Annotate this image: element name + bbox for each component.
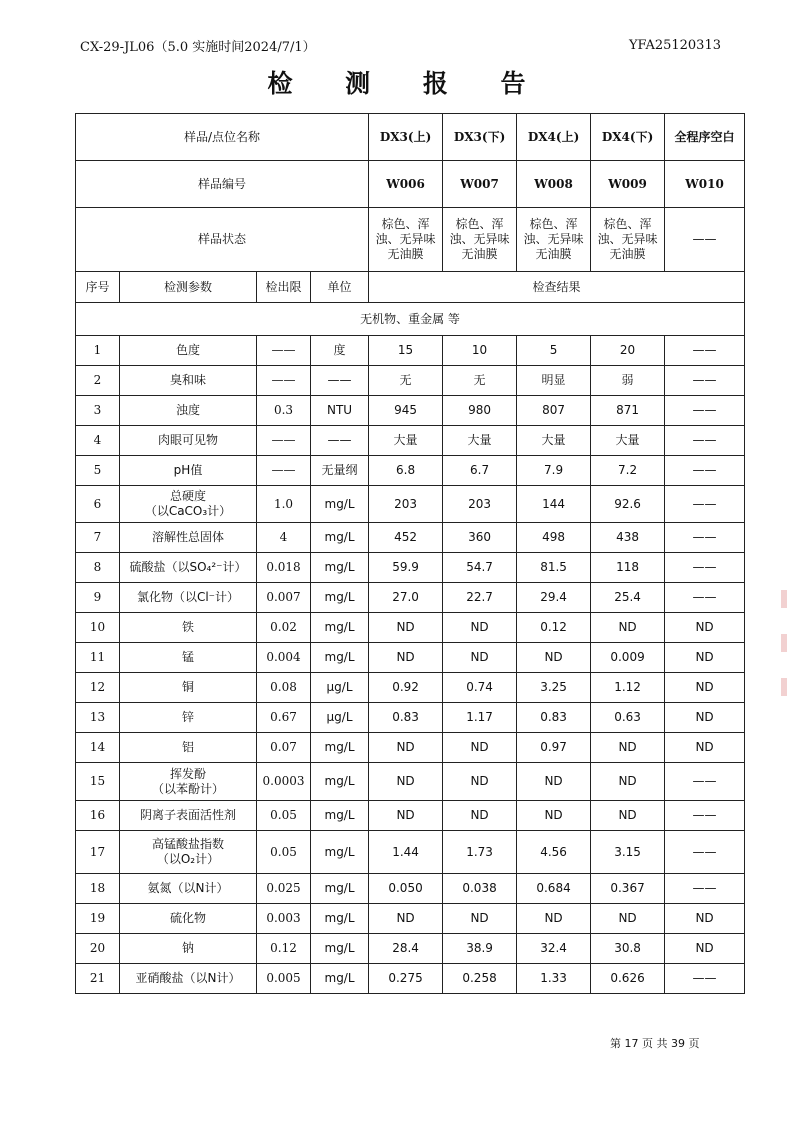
row-number: 13 [76, 703, 120, 733]
param-cell [120, 486, 257, 523]
param-cell [120, 523, 257, 553]
result-cell: 3.25 [517, 673, 591, 703]
table-row [76, 831, 745, 874]
detection-limit: 0.007 [257, 583, 311, 613]
result-cell: —— [665, 456, 745, 486]
col-limit-header: 检出限 [257, 272, 311, 303]
param-name: 总硬度 [169, 489, 206, 503]
unit-cell: mg/L [311, 553, 369, 583]
row-number: 15 [76, 763, 120, 801]
result-cell: —— [665, 583, 745, 613]
sample-name-row [76, 114, 745, 161]
result-cell: ND [443, 763, 517, 801]
param-basis: （以CaCO₃计） [144, 504, 232, 518]
param-cell [120, 643, 257, 673]
result-cell: —— [665, 426, 745, 456]
result-cell: 144 [517, 486, 591, 523]
param-cell [120, 831, 257, 874]
result-cell: 29.4 [517, 583, 591, 613]
param-name: 溶解性总固体 [151, 530, 224, 544]
sample-code-cell: W010 [665, 161, 745, 208]
param-cell [120, 733, 257, 763]
param-cell [120, 613, 257, 643]
row-number: 2 [76, 366, 120, 396]
table-row [76, 643, 745, 673]
detection-limit: 0.12 [257, 934, 311, 964]
result-cell: ND [517, 904, 591, 934]
unit-cell: mg/L [311, 964, 369, 994]
unit-cell: mg/L [311, 486, 369, 523]
result-cell: ND [665, 733, 745, 763]
param-name: 肉眼可见物 [157, 433, 218, 447]
param-name: 铜 [181, 680, 194, 694]
section-title: 无机物、重金属 等 [76, 303, 745, 336]
row-number: 7 [76, 523, 120, 553]
unit-cell: —— [311, 366, 369, 396]
result-cell: ND [591, 613, 665, 643]
col-no-header: 序号 [76, 272, 120, 303]
unit-cell: mg/L [311, 763, 369, 801]
result-cell: 28.4 [369, 934, 443, 964]
result-cell: 3.15 [591, 831, 665, 874]
result-cell: ND [369, 801, 443, 831]
result-cell: 360 [443, 523, 517, 553]
sample-state-cell: —— [665, 208, 745, 272]
param-cell [120, 801, 257, 831]
result-cell: 无 [443, 366, 517, 396]
sample-code-label: 样品编号 [76, 161, 369, 208]
table-row [76, 801, 745, 831]
detection-limit: 0.67 [257, 703, 311, 733]
row-number: 10 [76, 613, 120, 643]
unit-cell: NTU [311, 396, 369, 426]
row-number: 3 [76, 396, 120, 426]
result-cell: ND [369, 613, 443, 643]
param-name: 硫酸盐（以SO₄²⁻计） [129, 560, 247, 574]
detection-limit: —— [257, 336, 311, 366]
result-cell: 0.74 [443, 673, 517, 703]
result-cell: ND [591, 763, 665, 801]
detection-limit: 0.3 [257, 396, 311, 426]
param-cell [120, 763, 257, 801]
result-cell: 0.367 [591, 874, 665, 904]
result-cell: 118 [591, 553, 665, 583]
result-cell: 4.56 [517, 831, 591, 874]
result-cell: 38.9 [443, 934, 517, 964]
row-number: 1 [76, 336, 120, 366]
param-name: 色度 [175, 343, 200, 357]
result-cell: 6.7 [443, 456, 517, 486]
result-cell: 27.0 [369, 583, 443, 613]
result-cell: ND [369, 763, 443, 801]
result-cell: 20 [591, 336, 665, 366]
detection-limit: 0.003 [257, 904, 311, 934]
result-cell: ND [443, 613, 517, 643]
sample-code-cell: W009 [591, 161, 665, 208]
result-cell: 无 [369, 366, 443, 396]
param-basis: （以O₂计） [156, 852, 220, 866]
param-name: 挥发酚 [169, 766, 206, 781]
param-cell [120, 366, 257, 396]
detection-limit: 4 [257, 523, 311, 553]
result-cell: 0.83 [517, 703, 591, 733]
sample-name-cell: DX3(下) [443, 114, 517, 161]
table-row [76, 964, 745, 994]
result-cell: 5 [517, 336, 591, 366]
detection-limit: 0.025 [257, 874, 311, 904]
document-code: CX-29-JL06（5.0 实施时间2024/7/1） [80, 40, 316, 55]
row-number: 5 [76, 456, 120, 486]
unit-cell: mg/L [311, 613, 369, 643]
param-basis: （以苯酚计） [151, 781, 224, 796]
result-cell: ND [665, 613, 745, 643]
param-name: 亚硝酸盐（以N计） [135, 971, 241, 985]
unit-cell: mg/L [311, 934, 369, 964]
unit-cell: 度 [311, 336, 369, 366]
row-number: 19 [76, 904, 120, 934]
param-cell [120, 583, 257, 613]
result-cell: ND [517, 801, 591, 831]
unit-cell: mg/L [311, 733, 369, 763]
unit-cell: mg/L [311, 874, 369, 904]
results-table [75, 113, 745, 994]
result-cell: 871 [591, 396, 665, 426]
row-number: 21 [76, 964, 120, 994]
result-cell: 25.4 [591, 583, 665, 613]
result-cell: ND [443, 643, 517, 673]
result-cell: 980 [443, 396, 517, 426]
result-cell: 1.17 [443, 703, 517, 733]
row-number: 9 [76, 583, 120, 613]
result-cell: 7.9 [517, 456, 591, 486]
row-number: 18 [76, 874, 120, 904]
table-row [76, 486, 745, 523]
table-row [76, 934, 745, 964]
section-row [76, 303, 745, 336]
report-number: YFA25120313 [628, 38, 721, 53]
result-cell: 大量 [443, 426, 517, 456]
result-cell: ND [665, 904, 745, 934]
result-cell: 弱 [591, 366, 665, 396]
detection-limit: 0.02 [257, 613, 311, 643]
sample-name-cell: DX4(下) [591, 114, 665, 161]
result-cell: 1.44 [369, 831, 443, 874]
param-name: 铁 [181, 620, 194, 634]
result-cell: 945 [369, 396, 443, 426]
param-cell [120, 934, 257, 964]
unit-cell: 无量纲 [311, 456, 369, 486]
param-name: 阴离子表面活性剂 [139, 808, 236, 822]
result-cell: ND [369, 904, 443, 934]
detection-limit: —— [257, 426, 311, 456]
detection-limit: 0.004 [257, 643, 311, 673]
unit-cell: mg/L [311, 523, 369, 553]
sample-state-cell: 棕色、浑浊、无异味无油膜 [517, 208, 591, 272]
table-row [76, 456, 745, 486]
result-cell: 59.9 [369, 553, 443, 583]
table-row [76, 396, 745, 426]
param-cell [120, 964, 257, 994]
sample-code-cell: W006 [369, 161, 443, 208]
table-row [76, 583, 745, 613]
page-title: 检 测 报 告 [267, 69, 548, 98]
detection-limit: 0.018 [257, 553, 311, 583]
param-cell [120, 874, 257, 904]
result-cell: 0.12 [517, 613, 591, 643]
result-cell: ND [665, 934, 745, 964]
result-cell: —— [665, 964, 745, 994]
result-cell: 203 [443, 486, 517, 523]
result-cell: ND [591, 904, 665, 934]
row-number: 14 [76, 733, 120, 763]
row-number: 4 [76, 426, 120, 456]
result-cell: 6.8 [369, 456, 443, 486]
result-cell: 498 [517, 523, 591, 553]
result-cell: 452 [369, 523, 443, 553]
result-cell: 大量 [517, 426, 591, 456]
result-cell: ND [591, 801, 665, 831]
result-cell: ND [443, 733, 517, 763]
result-cell: 807 [517, 396, 591, 426]
sample-state-cell: 棕色、浑浊、无异味无油膜 [591, 208, 665, 272]
result-cell: ND [591, 733, 665, 763]
table-row [76, 703, 745, 733]
result-cell: 7.2 [591, 456, 665, 486]
sample-state-row [76, 208, 745, 272]
result-cell: ND [665, 673, 745, 703]
result-cell: 0.009 [591, 643, 665, 673]
row-number: 16 [76, 801, 120, 831]
result-cell: 54.7 [443, 553, 517, 583]
table-row [76, 613, 745, 643]
table-row [76, 523, 745, 553]
sample-state-label: 样品状态 [76, 208, 369, 272]
detection-limit: 1.0 [257, 486, 311, 523]
detection-limit: 0.005 [257, 964, 311, 994]
unit-cell: μg/L [311, 703, 369, 733]
seal-edge-mark [781, 590, 789, 740]
param-name: 钠 [181, 941, 194, 955]
sample-name-label: 样品/点位名称 [76, 114, 369, 161]
result-cell: 15 [369, 336, 443, 366]
table-row [76, 673, 745, 703]
result-cell: 0.038 [443, 874, 517, 904]
sample-code-row [76, 161, 745, 208]
sample-name-cell: 全程序空白 [665, 114, 745, 161]
unit-cell: mg/L [311, 831, 369, 874]
result-cell: 0.275 [369, 964, 443, 994]
result-cell: 92.6 [591, 486, 665, 523]
column-header-row [76, 272, 745, 303]
result-cell: —— [665, 523, 745, 553]
detection-limit: 0.08 [257, 673, 311, 703]
table-row [76, 874, 745, 904]
sample-name-cell: DX3(上) [369, 114, 443, 161]
result-cell: 0.92 [369, 673, 443, 703]
col-unit-header: 单位 [311, 272, 369, 303]
result-cell: ND [369, 643, 443, 673]
table-row [76, 426, 745, 456]
param-name: 高锰酸盐指数 [151, 837, 224, 851]
result-cell: 0.83 [369, 703, 443, 733]
result-cell: 0.97 [517, 733, 591, 763]
result-cell: 22.7 [443, 583, 517, 613]
unit-cell: μg/L [311, 673, 369, 703]
result-cell: ND [517, 763, 591, 801]
page-number: 第 17 页 共 39 页 [610, 1037, 700, 1050]
unit-cell: mg/L [311, 583, 369, 613]
result-cell: 0.626 [591, 964, 665, 994]
row-number: 6 [76, 486, 120, 523]
result-cell: 大量 [591, 426, 665, 456]
result-cell: 81.5 [517, 553, 591, 583]
table-row [76, 553, 745, 583]
detection-limit: —— [257, 456, 311, 486]
result-cell: —— [665, 874, 745, 904]
result-cell: —— [665, 396, 745, 426]
result-cell: ND [443, 904, 517, 934]
table-row [76, 366, 745, 396]
sample-code-cell: W007 [443, 161, 517, 208]
table-row [76, 733, 745, 763]
param-name: 氯化物（以Cl⁻计） [136, 590, 240, 604]
row-number: 12 [76, 673, 120, 703]
row-number: 11 [76, 643, 120, 673]
unit-cell: mg/L [311, 643, 369, 673]
param-cell [120, 456, 257, 486]
table-row [76, 763, 745, 801]
param-cell [120, 703, 257, 733]
param-name: 铝 [181, 740, 194, 754]
result-cell: —— [665, 366, 745, 396]
table-row [76, 336, 745, 366]
param-cell [120, 396, 257, 426]
result-cell: —— [665, 801, 745, 831]
param-name: 氨氮（以N计） [147, 881, 229, 895]
result-cell: 32.4 [517, 934, 591, 964]
param-cell [120, 336, 257, 366]
detection-limit: 0.05 [257, 831, 311, 874]
result-cell: 0.63 [591, 703, 665, 733]
result-cell: 大量 [369, 426, 443, 456]
param-cell [120, 673, 257, 703]
result-cell: 0.258 [443, 964, 517, 994]
result-cell: —— [665, 763, 745, 801]
param-cell [120, 426, 257, 456]
sample-state-cell: 棕色、浑浊、无异味无油膜 [443, 208, 517, 272]
result-cell: 明显 [517, 366, 591, 396]
sample-code-cell: W008 [517, 161, 591, 208]
result-cell: 1.12 [591, 673, 665, 703]
result-cell: ND [665, 643, 745, 673]
result-cell: —— [665, 831, 745, 874]
result-cell: 1.33 [517, 964, 591, 994]
detection-limit: —— [257, 366, 311, 396]
result-cell: 438 [591, 523, 665, 553]
result-cell: —— [665, 336, 745, 366]
col-param-header: 检测参数 [120, 272, 257, 303]
detection-limit: 0.07 [257, 733, 311, 763]
result-cell: 0.050 [369, 874, 443, 904]
param-cell [120, 553, 257, 583]
result-cell: 1.73 [443, 831, 517, 874]
param-name: 锰 [181, 650, 194, 664]
detection-limit: 0.0003 [257, 763, 311, 801]
param-name: 臭和味 [169, 373, 206, 387]
row-number: 8 [76, 553, 120, 583]
unit-cell: mg/L [311, 904, 369, 934]
param-name: pH值 [173, 463, 203, 477]
param-name: 硫化物 [169, 911, 206, 925]
result-cell: 203 [369, 486, 443, 523]
result-cell: ND [443, 801, 517, 831]
result-cell: ND [517, 643, 591, 673]
result-cell: 10 [443, 336, 517, 366]
param-cell [120, 904, 257, 934]
result-cell: ND [665, 703, 745, 733]
row-number: 20 [76, 934, 120, 964]
result-cell: 30.8 [591, 934, 665, 964]
col-result-header: 检查结果 [369, 272, 745, 303]
unit-cell: —— [311, 426, 369, 456]
table-row [76, 904, 745, 934]
result-cell: ND [369, 733, 443, 763]
sample-name-cell: DX4(上) [517, 114, 591, 161]
result-cell: 0.684 [517, 874, 591, 904]
sample-state-cell: 棕色、浑浊、无异味无油膜 [369, 208, 443, 272]
detection-limit: 0.05 [257, 801, 311, 831]
unit-cell: mg/L [311, 801, 369, 831]
row-number: 17 [76, 831, 120, 874]
result-cell: —— [665, 486, 745, 523]
param-name: 浊度 [175, 403, 200, 417]
param-name: 锌 [181, 710, 194, 724]
result-cell: —— [665, 553, 745, 583]
